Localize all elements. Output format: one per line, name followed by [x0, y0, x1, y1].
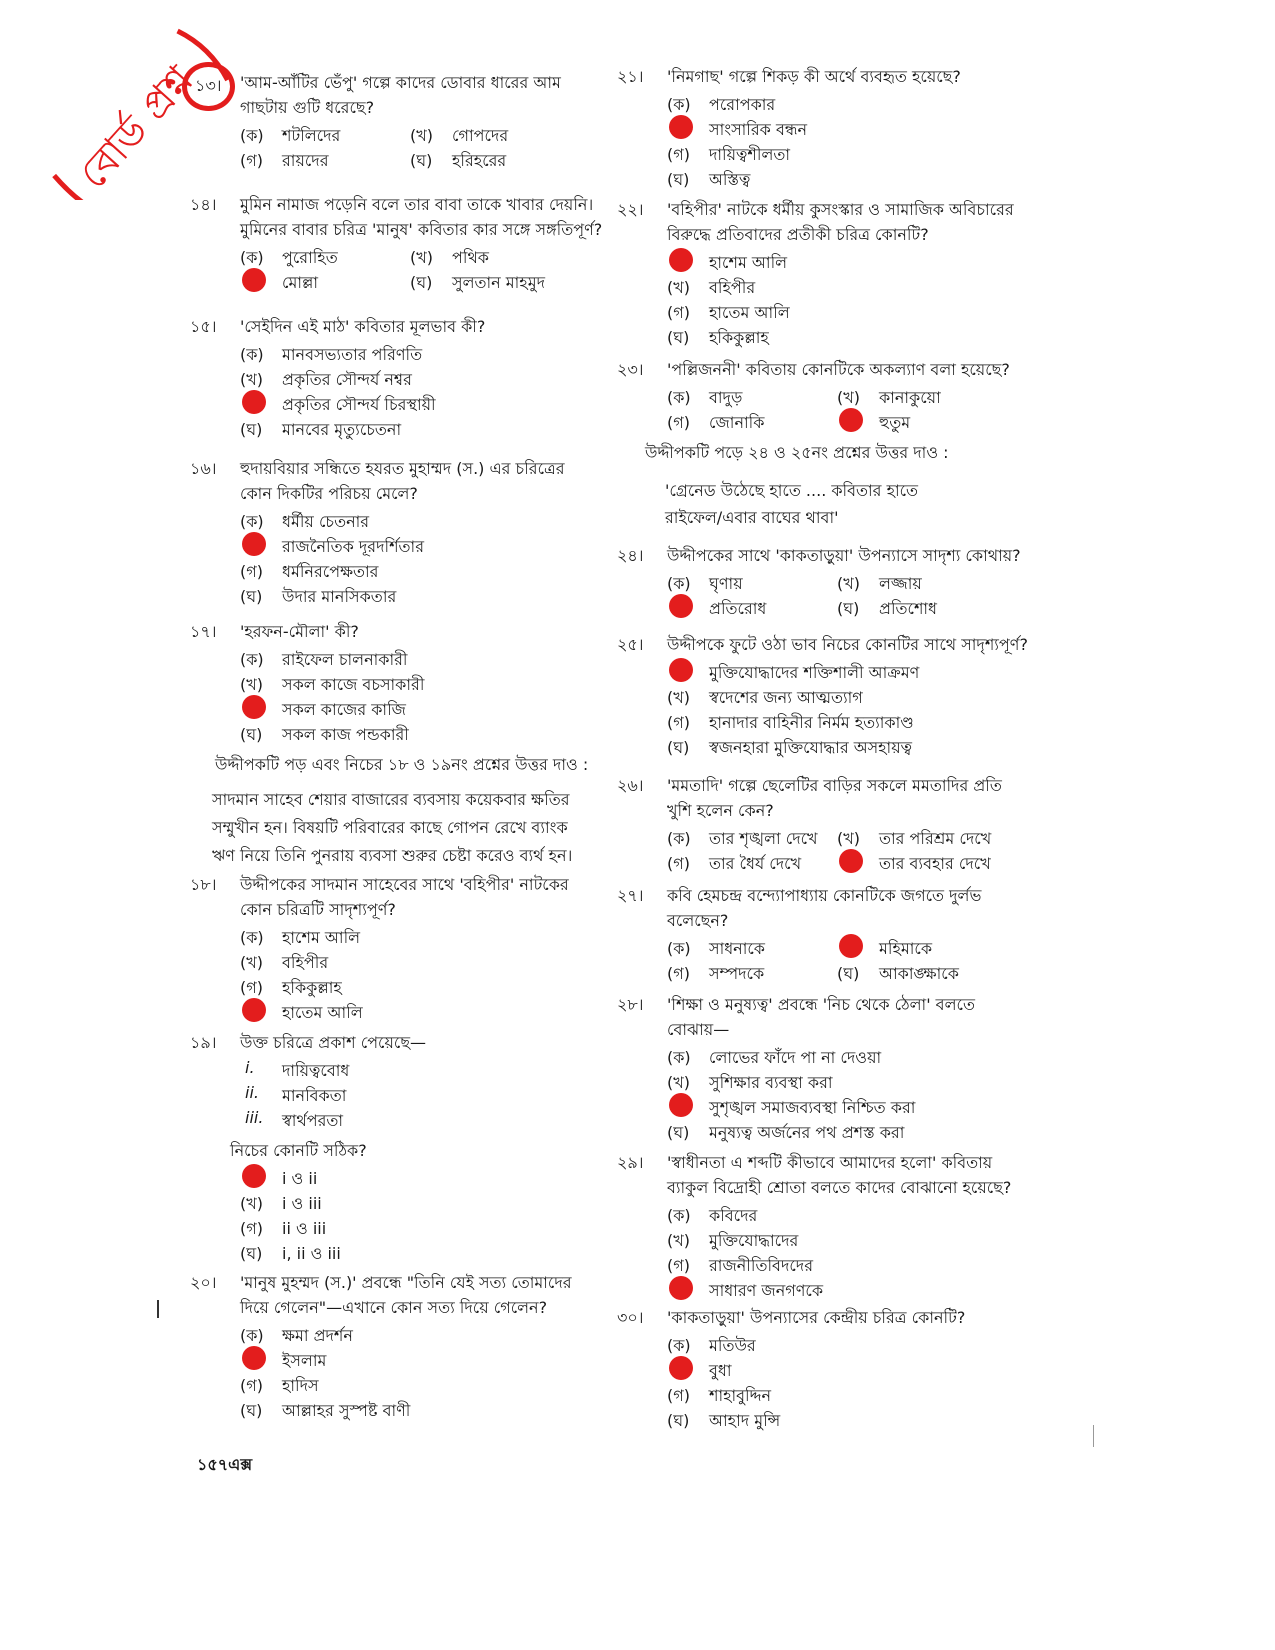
option-text: ক্ষমা প্রদর্শন [282, 1326, 353, 1345]
question-text: 'সেইদিন এই মাঠ' কবিতার মূলভাব কী? [240, 317, 486, 336]
option-text: i, ii ও iii [282, 1244, 341, 1263]
option-text: ধর্মনিরপেক্ষতার [282, 562, 379, 581]
option-text: সুলতান মাহমুদ [452, 273, 545, 292]
question-text: 'মানুষ মুহম্মদ (স.)' প্রবন্ধে "তিনি যেই সত্য তোমাদের [240, 1273, 572, 1292]
option-text: আহাদ মুন্সি [709, 1411, 781, 1430]
question-number: ২৩। [617, 360, 644, 379]
selected-mark-icon [669, 1356, 693, 1380]
option-label: (খ) [667, 278, 690, 297]
question-text: উক্ত চরিত্রে প্রকাশ পেয়েছে— [240, 1033, 427, 1052]
option-text: বুধা [709, 1361, 732, 1380]
option-label: (ক) [240, 928, 264, 947]
option-label: (ঘ) [837, 599, 860, 618]
option-text: বহিপীর [709, 278, 756, 297]
question-text: 'আম-আঁটির ভেঁপু' গল্পে কাদের ডোবার ধারের আম [240, 73, 561, 92]
statement-text: মানবিকতা [282, 1086, 347, 1105]
stimulus-passage: 'গ্রেনেড উঠেছে হাতে .... কবিতার হাতে [665, 481, 919, 500]
selected-mark-icon [242, 390, 266, 414]
option-text: অস্তিত্ব [709, 170, 751, 189]
statement-label: iii. [245, 1108, 264, 1127]
statement-text: স্বার্থপরতা [282, 1111, 344, 1130]
question-number: ২৪। [617, 546, 644, 565]
selected-mark-icon [669, 115, 693, 139]
option-text: দায়িত্বশীলতা [709, 145, 791, 164]
option-text: মনুষ্যত্ব অর্জনের পথ প্রশস্ত করা [709, 1123, 905, 1142]
option-text: মানবের মৃত্যুচেতনা [282, 420, 402, 439]
option-text: আল্লাহর সুস্পষ্ট বাণী [282, 1401, 411, 1420]
question-number: ২৫। [617, 635, 644, 654]
option-label: (গ) [667, 1256, 690, 1275]
selected-mark-icon [242, 1346, 266, 1370]
option-label: (ক) [240, 126, 264, 145]
option-label: (খ) [667, 1073, 690, 1092]
option-text: কানাকুয়ো [879, 388, 941, 407]
option-text: তার শৃঙ্খলা দেখে [709, 829, 818, 848]
question-number: ২০। [190, 1273, 217, 1292]
question-text: 'হরফন-মৌলা' কী? [240, 622, 359, 641]
option-label: (ঘ) [837, 964, 860, 983]
option-text: হাশেম আলি [709, 253, 788, 272]
option-text: হাতেম আলি [282, 1003, 363, 1022]
option-text: হাতেম আলি [709, 303, 790, 322]
option-label: (খ) [240, 675, 263, 694]
question-text: উদ্দীপকের সাথে 'কাকতাড়ুয়া' উপন্যাসে সাদৃশ্য কোথায়? [667, 546, 1021, 565]
option-text: i ও iii [282, 1194, 322, 1213]
statement-label: ii. [245, 1083, 259, 1102]
question-number: ৩০। [617, 1308, 644, 1327]
selected-mark-icon [242, 532, 266, 556]
option-label: (গ) [240, 151, 263, 170]
option-text: হুতুম [879, 413, 911, 432]
option-text: লোভের ফাঁদে পা না দেওয়া [709, 1048, 882, 1067]
option-text: রাজনীতিবিদদের [709, 1256, 813, 1275]
option-text: i ও ii [282, 1169, 318, 1188]
option-label: (ক) [240, 1326, 264, 1345]
question-text: ব্যাকুল বিদ্রোহী শ্রোতা বলতে কাদের বোঝানো হয়েছে? [667, 1178, 1012, 1197]
question-number: ১৭। [190, 622, 217, 641]
option-label: (ঘ) [410, 151, 433, 170]
option-text: সকল কাজ পন্ডকারী [282, 725, 409, 744]
option-label: (গ) [667, 713, 690, 732]
svg-text:বোর্ড প্রশ্ন: বোর্ড প্রশ্ন [69, 57, 203, 198]
option-text: পরোপকার [709, 95, 776, 114]
option-text: রাইফেল চালনাকারী [282, 650, 408, 669]
selected-mark-icon [669, 248, 693, 272]
selected-mark-icon [839, 934, 863, 958]
option-label: (ক) [240, 248, 264, 267]
option-label: (ঘ) [667, 1411, 690, 1430]
option-label: (খ) [667, 688, 690, 707]
option-label: (ঘ) [240, 587, 263, 606]
option-label: (ঘ) [240, 725, 263, 744]
option-text: প্রতিরোধ [709, 599, 767, 618]
stimulus-instruction: উদ্দীপকটি পড়ে ২৪ ও ২৫নং প্রশ্নের উত্তর দাও : [645, 443, 949, 462]
option-label: (ক) [667, 939, 691, 958]
option-text: ধর্মীয় চেতনার [282, 512, 370, 531]
question-text: 'বহিপীর' নাটকে ধর্মীয় কুসংস্কার ও সামাজিক অবিচারের [667, 200, 1014, 219]
option-label: (খ) [240, 370, 263, 389]
option-label: (ক) [667, 829, 691, 848]
statement-label: i. [245, 1058, 255, 1077]
stimulus-passage: রাইফেল/এবার বাঘের থাবা' [665, 508, 839, 527]
option-label: (গ) [240, 978, 263, 997]
question-text: বলেছেন? [667, 911, 729, 930]
option-label: (ক) [667, 95, 691, 114]
question-text: কবি হেমচন্দ্র বন্দ্যোপাধ্যায় কোনটিকে জগতে দুর্লভ [667, 886, 982, 905]
option-label: (খ) [240, 953, 263, 972]
question-text: কোন দিকটির পরিচয় মেলে? [240, 484, 418, 503]
selected-mark-icon [242, 695, 266, 719]
option-label: (ক) [667, 1206, 691, 1225]
selected-mark-icon [242, 1164, 266, 1188]
option-text: তার ব্যবহার দেখে [879, 854, 991, 873]
option-label: (ঘ) [240, 1244, 263, 1263]
option-text: রাজনৈতিক দূরদর্শিতার [282, 537, 424, 556]
option-label: (ঘ) [667, 738, 690, 757]
option-label: (গ) [240, 562, 263, 581]
option-label: (গ) [667, 413, 690, 432]
question-text: কোন চরিত্রটি সাদৃশ্যপূর্ণ? [240, 900, 396, 919]
option-label: (ঘ) [667, 328, 690, 347]
option-label: (গ) [240, 1219, 263, 1238]
question-number: ১৮। [190, 875, 217, 894]
option-text: প্রকৃতির সৌন্দর্য চিরস্থায়ী [282, 395, 436, 414]
option-text: ঘৃণায় [709, 574, 743, 593]
scan-mark [157, 1300, 159, 1318]
question-text: বিরুদ্ধে প্রতিবাদের প্রতীকী চরিত্র কোনটি? [667, 225, 929, 244]
question-number: ১৪। [190, 195, 217, 214]
option-text: তার ধৈর্য দেখে [709, 854, 802, 873]
option-label: (ঘ) [240, 1401, 263, 1420]
question-number: ২৭। [617, 886, 644, 905]
option-text: মুক্তিযোদ্ধাদের [709, 1231, 799, 1250]
selected-mark-icon [242, 268, 266, 292]
option-label: (ঘ) [667, 170, 690, 189]
option-label: (ক) [667, 574, 691, 593]
selected-mark-icon [669, 1276, 693, 1300]
selected-mark-icon [242, 998, 266, 1022]
option-text: হরিহরের [452, 151, 507, 170]
option-label: (খ) [837, 829, 860, 848]
option-label: (ঘ) [410, 273, 433, 292]
question-number: ২৮। [617, 995, 644, 1014]
stimulus-passage: সম্মুখীন হন। বিষয়টি পরিবারের কাছে গোপন রেখে ব্যাংক [212, 818, 568, 837]
stimulus-passage: ঋণ নিয়ে তিনি পুনরায় ব্যবসা শুরুর চেষ্টা করেও ব্যর্থ হন। [212, 846, 573, 865]
option-text: লজ্জায় [879, 574, 922, 593]
option-text: স্বদেশের জন্য আত্মত্যাগ [709, 688, 863, 707]
question-text: 'নিমগাছ' গল্পে শিকড় কী অর্থে ব্যবহৃত হয়েছে? [667, 67, 961, 86]
question-text: 'স্বাধীনতা এ শব্দটি কীভাবে আমাদের হলো' কবিতায় [667, 1153, 993, 1172]
option-label: (ঘ) [240, 420, 263, 439]
question-text: হুদায়বিয়ার সন্ধিতে হযরত মুহাম্মদ (স.) এর চরিত্রের [240, 459, 565, 478]
stimulus-passage: সাদমান সাহেব শেয়ার বাজারের ব্যবসায় কয়েকবার ক্ষতির [212, 790, 570, 809]
option-text: বহিপীর [282, 953, 329, 972]
option-text: হাদিস [282, 1376, 319, 1395]
question-text: 'পল্লিজননী' কবিতায় কোনটিকে অকল্যাণ বলা হয়েছে? [667, 360, 1010, 379]
option-text: সাধারণ জনগণকে [709, 1281, 824, 1300]
option-text: সাংসারিক বন্ধন [709, 120, 808, 139]
option-label: (ক) [240, 512, 264, 531]
option-text: প্রতিশোধ [879, 599, 938, 618]
question-text: মুমিন নামাজ পড়েনি বলে তার বাবা তাকে খাবার দেয়নি। [240, 195, 594, 214]
option-label: (গ) [667, 1386, 690, 1405]
option-text: আকাঙ্ক্ষাকে [879, 964, 959, 983]
statement-text: দায়িত্ববোধ [282, 1061, 350, 1080]
option-text: সকল কাজের কাজি [282, 700, 406, 719]
option-text: মানবসভ্যতার পরিণতি [282, 345, 423, 364]
option-label: (খ) [837, 388, 860, 407]
option-text: সম্পদকে [709, 964, 765, 983]
option-label: (ঘ) [667, 1123, 690, 1142]
option-label: (খ) [667, 1231, 690, 1250]
option-text: মতিউর [709, 1336, 756, 1355]
option-text: জোনাকি [709, 413, 765, 432]
option-text: প্রকৃতির সৌন্দর্য নশ্বর [282, 370, 412, 389]
option-text: হাশেম আলি [282, 928, 361, 947]
selected-mark-icon [669, 594, 693, 618]
option-text: পথিক [452, 248, 489, 267]
selected-mark-icon [669, 658, 693, 682]
option-text: সুশিক্ষার ব্যবস্থা করা [709, 1073, 833, 1092]
option-text: ii ও iii [282, 1219, 327, 1238]
question-text: উদ্দীপকে ফুটে ওঠা ভাব নিচের কোনটির সাথে সাদৃশ্যপূর্ণ? [667, 635, 1028, 654]
option-text: স্বজনহারা মুক্তিযোদ্ধার অসহায়ত্ব [709, 738, 913, 757]
option-text: মহিমাকে [879, 939, 933, 958]
question-text: গাছটায় গুটি ধরেছে? [240, 98, 375, 117]
option-text: বাদুড় [709, 388, 743, 407]
option-label: (ক) [240, 345, 264, 364]
option-label: (গ) [240, 1376, 263, 1395]
question-text: উদ্দীপকের সাদমান সাহেবের সাথে 'বহিপীর' নাটকের [240, 875, 569, 894]
page-number: ১৫৭এক্স [197, 1455, 253, 1474]
option-text: উদার মানসিকতার [282, 587, 397, 606]
option-label: (গ) [667, 145, 690, 164]
option-text: গোপদের [452, 126, 509, 145]
option-text: শটলিদের [282, 126, 341, 145]
question-text: বোঝায়— [667, 1020, 730, 1039]
option-label: (খ) [410, 248, 433, 267]
question-prompt: নিচের কোনটি সঠিক? [230, 1141, 367, 1160]
question-number: ২৬। [617, 776, 644, 795]
stimulus-instruction: উদ্দীপকটি পড় এবং নিচের ১৮ ও ১৯নং প্রশ্নের উত্তর দাও : [215, 755, 589, 774]
option-label: (খ) [837, 574, 860, 593]
option-text: রায়দের [282, 151, 329, 170]
question-text: 'মমতাদি' গল্পে ছেলেটির বাড়ির সকলে মমতাদির প্রতি [667, 776, 1002, 795]
option-text: তার পরিশ্রম দেখে [879, 829, 992, 848]
question-number: ১৩। [182, 62, 235, 111]
option-text: সকল কাজে বচসাকারী [282, 675, 425, 694]
option-text: মুক্তিযোদ্ধাদের শক্তিশালী আক্রমণ [709, 663, 920, 682]
question-number: ১৯। [190, 1033, 217, 1052]
selected-mark-icon [839, 408, 863, 432]
option-text: শাহাবুদ্দিন [709, 1386, 772, 1405]
option-text: হকিকুল্লাহ [282, 978, 342, 997]
selected-mark-icon [669, 1093, 693, 1117]
question-number: ১৫। [190, 317, 217, 336]
option-text: ইসলাম [282, 1351, 327, 1370]
option-text: মোল্লা [282, 273, 319, 292]
option-text: কবিদের [709, 1206, 758, 1225]
selected-mark-icon [839, 849, 863, 873]
option-text: পুরোহিত [282, 248, 338, 267]
option-text: হকিকুল্লাহ [709, 328, 769, 347]
option-label: (খ) [410, 126, 433, 145]
question-text: 'শিক্ষা ও মনুষ্যত্ব' প্রবন্ধে 'নিচ থেকে ঠেলা' বলতে [667, 995, 975, 1014]
option-text: হানাদার বাহিনীর নির্মম হত্যাকাণ্ড [709, 713, 914, 732]
question-number: ২৯। [617, 1153, 644, 1172]
option-label: (খ) [240, 1194, 263, 1213]
question-number: ২১। [617, 67, 644, 86]
scan-mark [1093, 1425, 1094, 1447]
option-label: (ক) [667, 388, 691, 407]
question-number: ১৬। [190, 459, 217, 478]
question-text: মুমিনের বাবার চরিত্র 'মানুষ' কবিতার কার সঙ্গে সঙ্গতিপূর্ণ? [240, 220, 603, 239]
option-label: (ক) [240, 650, 264, 669]
option-label: (গ) [667, 854, 690, 873]
option-label: (গ) [667, 303, 690, 322]
question-text: দিয়ে গেলেন"—এখানে কোন সত্য দিয়ে গেলেন? [240, 1298, 548, 1317]
option-label: (গ) [667, 964, 690, 983]
option-label: (ক) [667, 1048, 691, 1067]
option-text: সাধনাকে [709, 939, 765, 958]
question-text: খুশি হলেন কেন? [667, 801, 774, 820]
option-label: (ক) [667, 1336, 691, 1355]
question-text: 'কাকতাড়ুয়া' উপন্যাসের কেন্দ্রীয় চরিত্র কোনটি? [667, 1308, 966, 1327]
option-text: সুশৃঙ্খল সমাজব্যবস্থা নিশ্চিত করা [709, 1098, 916, 1117]
question-number: ২২। [617, 200, 644, 219]
